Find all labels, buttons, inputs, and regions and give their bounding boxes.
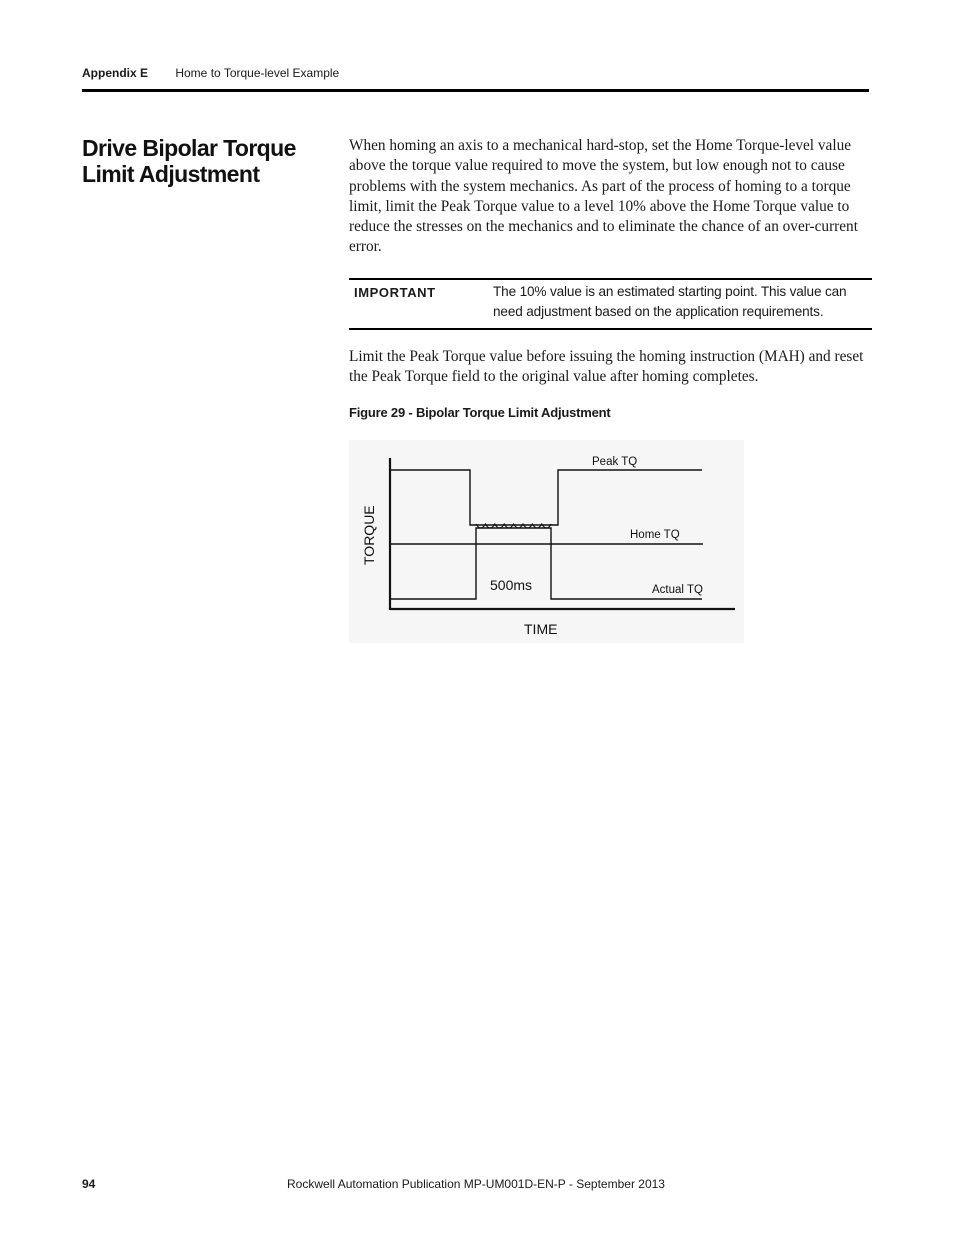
important-callout [349, 278, 872, 330]
peak-tq-trace [390, 470, 702, 525]
appendix-label: Appendix E [82, 66, 149, 80]
peak-tq-label: Peak TQ [592, 456, 638, 468]
publication-info [0, 1177, 954, 1191]
duration-label: 500ms [490, 577, 533, 593]
torque-diagram-svg [349, 440, 744, 643]
important-label: IMPORTANT [354, 285, 436, 300]
important-text: The 10% value is an estimated starting point. This value can need adjustment based on the application requirements. [493, 284, 847, 319]
paragraph-peak-torque: Limit the Peak Torque value before issuing the homing instruction (MAH) and reset the Peak Torque field to the original value after homing completes. [349, 348, 864, 386]
x-axis-label: TIME [524, 621, 558, 637]
page-number: 94 [82, 1177, 96, 1191]
header-rule [82, 89, 869, 92]
y-axis-label: TORQUE [361, 505, 377, 565]
running-header [82, 66, 339, 80]
actual-tq-label: Actual TQ [652, 584, 703, 596]
section-title: Drive Bipolar Torque Limit Adjustment [82, 135, 296, 187]
torque-diagram [349, 440, 744, 643]
paragraph-homing: When homing an axis to a mechanical hard-stop, set the Home Torque-level value above the torque value required to move the system, but low enough not to cause problems with the system mechanics. As part of the process of homing to a torque limit, limit the Peak Torque value to a level 10% above the Home Torque value to reduce the stresses on the mechanics and to eliminate the chance of an over-current error. [349, 137, 858, 256]
publication-text: Rockwell Automation Publication MP-UM001D-EN-P - September 2013 [287, 1177, 665, 1191]
home-tq-label: Home TQ [630, 529, 680, 541]
figure-caption: Figure 29 - Bipolar Torque Limit Adjustment [349, 405, 611, 420]
chapter-title: Home to Torque-level Example [175, 66, 340, 80]
